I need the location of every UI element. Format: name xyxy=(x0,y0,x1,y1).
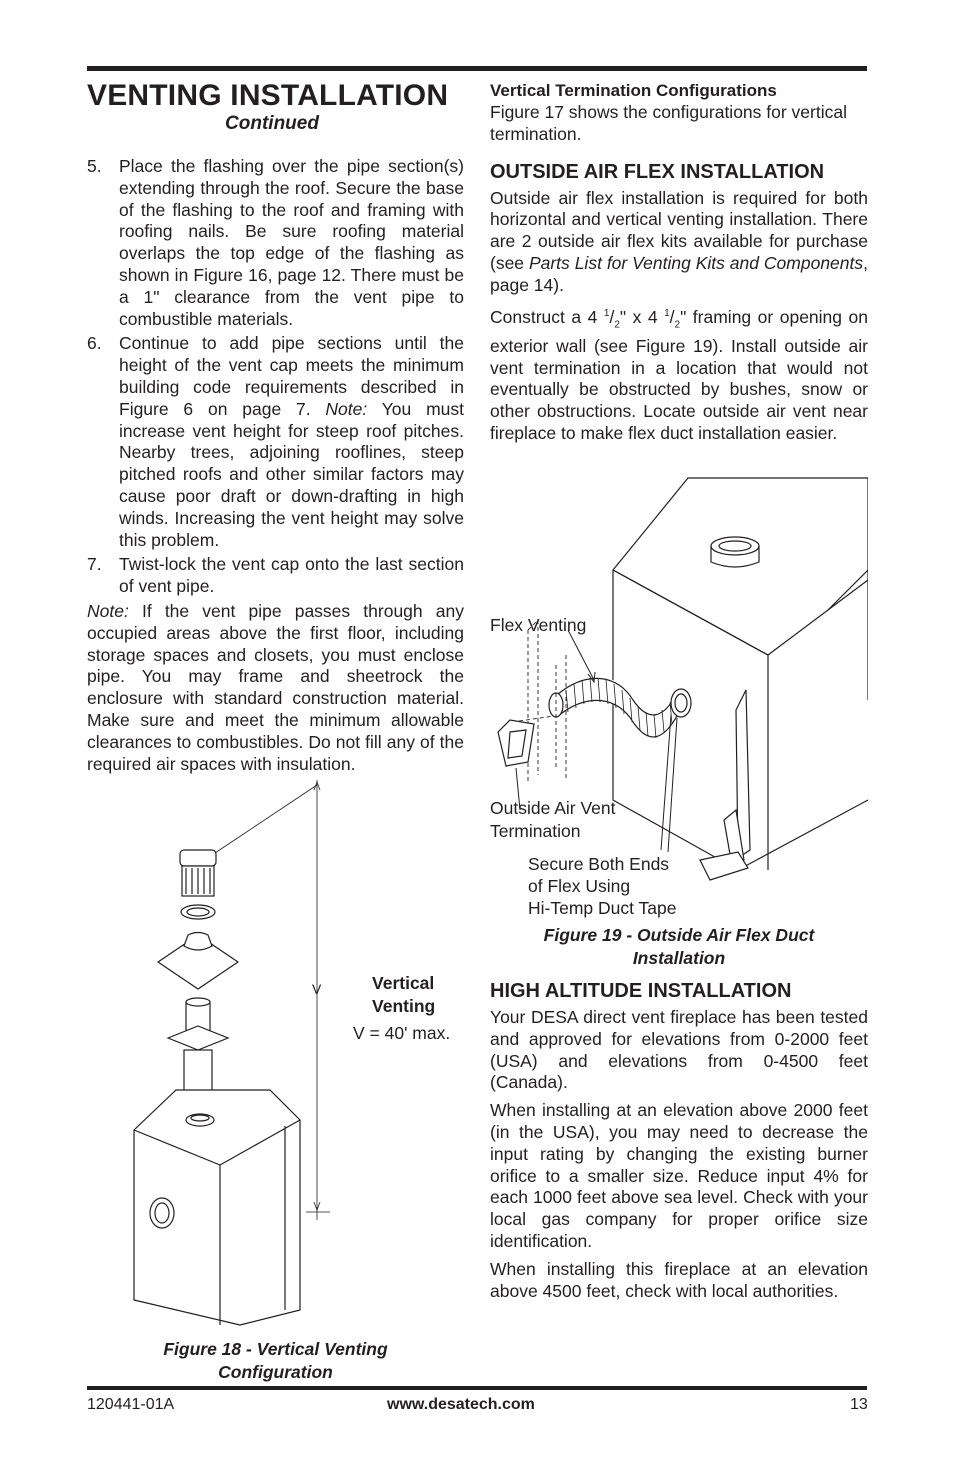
fig18-label-venting: Venting xyxy=(372,996,436,1016)
list-number: 5. xyxy=(87,156,102,176)
list-text: Twist-lock the vent cap onto the last section of vent pipe. xyxy=(119,554,464,597)
left-column xyxy=(87,80,464,775)
oaf-paragraph-2: Construct a 4 $^1/_2$" x 4 $^1/_2$" framing or opening on exterior wall (see Figure 19). Install outside air vent termination in a location that would not eventually be obstructed by bushes, snow or other obstructions. Locate outside air vent near fireplace to make flex duct installation easier. xyxy=(490,306,868,443)
oaf-paragraph-1: Outside air flex installation is required for both horizontal and vertical venting installation. There are 2 outside air flex kits available for purchase (see Parts List for Venting Kits and Components, page 14). xyxy=(490,187,868,295)
ha-paragraph-3: When installing this fireplace at an elevation above 4500 feet, check with local authorities. xyxy=(490,1258,868,1301)
bottom-rule xyxy=(87,1386,867,1390)
fig19-label-secure-2: of Flex Using xyxy=(528,876,631,896)
fig18-label-v: V xyxy=(312,981,322,997)
list-item xyxy=(87,554,464,598)
note-paragraph: Note: If the vent pipe passes through any occupied areas above the first floor, including storage spaces and closets, you must enclose pipe. You may frame and sheetrock the enclosure with standard construction material. Make sure and meet the minimum allowable clearances to combustibles. Do not fill any of the required air spaces with insulation. xyxy=(87,600,464,774)
list-item xyxy=(87,333,464,551)
list-text: Continue to add pipe sections until the height of the vent cap meets the minimum building code requirements described in Figure 6 on page 7. Note: You must increase vent height for steep roof pitches. Nearby trees, adjoining rooflines, steep pitched roofs and other similar factors may cause poor draft or down-drafting in high winds. Increasing the vent height may solve this problem. xyxy=(119,333,464,550)
top-rule xyxy=(87,66,867,71)
right-column xyxy=(490,80,868,445)
vtc-text: Figure 17 shows the configurations for vertical termination. xyxy=(490,102,847,144)
doc-number: 120441-01A xyxy=(87,1396,175,1413)
fig19-label-termination: Termination xyxy=(490,821,581,841)
figure-18-diagram xyxy=(120,770,360,1330)
fig18-label-vertical: Vertical xyxy=(372,973,435,993)
high-altitude-section xyxy=(490,979,868,1302)
website: www.desatech.com xyxy=(387,1396,535,1413)
ha-heading: HIGH ALTITUDE INSTALLATION xyxy=(490,980,792,1002)
ha-paragraph-2: When installing at an elevation above 2000 feet (in the USA), you may need to decrease the input rating by changing the existing burner orifice to a smaller size. Reduce input 4% for each 1000 feet above sea level. Check with your local gas company for proper orifice size identification. xyxy=(490,1100,868,1251)
list-number: 7. xyxy=(87,554,102,575)
oaf-heading: OUTSIDE AIR FLEX INSTALLATION xyxy=(490,160,825,183)
page-number: 13 xyxy=(850,1396,868,1413)
section-title: VENTING INSTALLATION xyxy=(87,79,449,112)
vtc-heading: Vertical Termination Configurations xyxy=(490,81,777,100)
fig19-label-secure-3: Hi-Temp Duct Tape xyxy=(528,898,677,918)
figure-19-caption: Figure 19 - Outside Air Flex Duct Installation xyxy=(543,925,815,968)
list-text: Place the flashing over the pipe section(s) extending through the roof. Secure the base of the flashing to the roof and framing with roofing nails. Be sure roofing material overlaps the top edge of the flashing as shown in Figure 16, page 12. There must be a 1" clearance from the vent pipe to combustible materials. xyxy=(119,156,464,329)
fig19-label-flex: Flex Venting xyxy=(490,615,587,635)
list-number: 6. xyxy=(87,333,102,354)
section-subtitle: Continued xyxy=(225,113,319,134)
ha-paragraph-1: Your DESA direct vent fireplace has been tested and approved for elevations from 0-2000 feet (USA) and elevations from 0-4500 feet (Canada). xyxy=(490,1007,868,1093)
list-item xyxy=(87,156,464,330)
fig18-label-max: V = 40' max. xyxy=(353,1023,451,1043)
fig19-label-secure-1: Secure Both Ends xyxy=(528,854,670,874)
fig19-label-oav: Outside Air Vent xyxy=(490,798,616,818)
figure-18-caption: Figure 18 - Vertical Venting Configuration xyxy=(163,1339,388,1382)
